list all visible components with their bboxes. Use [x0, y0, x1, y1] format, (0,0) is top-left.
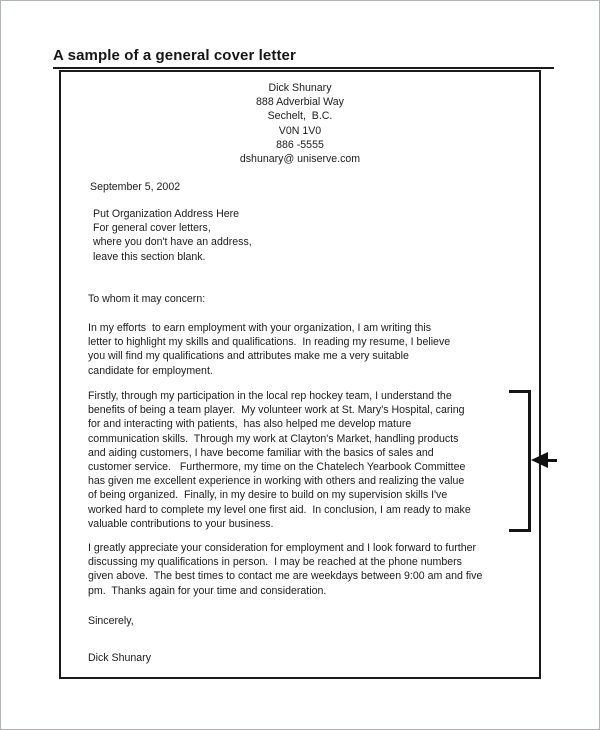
paragraph-line: for and interacting with patients, has also helped me develop mature — [88, 418, 412, 431]
paragraph-line: valuable contributions to your business. — [88, 517, 274, 530]
bracket-annotation-icon — [509, 390, 531, 532]
sender-phone: 886 -5555 — [276, 138, 324, 151]
salutation: To whom it may concern: — [88, 293, 206, 305]
paragraph-line: worked hard to complete my level one first aid. In conclusion, I am ready to make — [88, 503, 471, 516]
paragraph-line: has given me excellent experience in working with others and realizing the value — [88, 475, 465, 488]
recipient-line: where you don't have an address, — [93, 236, 252, 249]
paragraph-line: discussing my qualifications in person. I may be reached at the phone numbers — [88, 556, 462, 569]
recipient-block — [93, 207, 252, 264]
recipient-line: For general cover letters, — [93, 222, 211, 235]
closing: Sincerely, — [88, 615, 134, 627]
paragraph-closing — [88, 541, 482, 598]
paragraph-line: benefits of being a team player. My volunteer work at St. Mary's Hospital, caring — [88, 404, 465, 417]
paragraph-line: given above. The best times to contact me are weekdays between 9:00 am and five — [88, 570, 483, 583]
sender-email: dshunary@ uniserve.com — [239, 153, 361, 166]
letter-date: September 5, 2002 — [90, 181, 181, 193]
paragraph-line: Firstly, through my participation in the local rep hockey team, I understand the — [88, 390, 452, 402]
sender-city: Sechelt, B.C. — [267, 110, 333, 123]
paragraph-line: letter to highlight my skills and qualifications. In reading my resume, I believe — [88, 336, 451, 349]
paragraph-line: I greatly appreciate your consideration for employment and I look forward to further — [88, 542, 477, 554]
sender-name: Dick Shunary — [268, 82, 332, 94]
paragraph-line: candidate for employment. — [88, 364, 213, 377]
paragraph-skills-bracketed — [88, 389, 471, 531]
title-underline — [53, 67, 554, 69]
sender-postal-code: V0N 1V0 — [278, 124, 322, 137]
letter-frame — [59, 70, 541, 679]
signature-name: Dick Shunary — [88, 652, 151, 664]
paragraph-line: In my efforts to earn employment with your organization, I am writing this — [88, 322, 432, 334]
sender-block — [61, 81, 539, 166]
paragraph-line: and aiding customers, I have become familiar with the basics of sales and — [88, 446, 434, 459]
page-title: A sample of a general cover letter — [53, 47, 296, 64]
paragraph-intro — [88, 321, 450, 378]
paragraph-line: customer service. Furthermore, my time on the Chatelech Yearbook Committee — [88, 461, 466, 474]
paragraph-line: pm. Thanks again for your time and consideration. — [88, 584, 327, 597]
paragraph-line: of being organized. Finally, in my desire to build on my supervision skills I've — [88, 489, 448, 502]
sender-street: 888 Adverbial Way — [256, 96, 344, 109]
left-arrow-tail — [546, 459, 557, 462]
paragraph-line: you will find my qualifications and attributes make me a very suitable — [88, 350, 409, 363]
recipient-line: Put Organization Address Here — [93, 208, 240, 220]
recipient-line: leave this section blank. — [93, 250, 206, 263]
paragraph-line: communication skills. Through my work at Clayton's Market, handling products — [88, 432, 459, 445]
